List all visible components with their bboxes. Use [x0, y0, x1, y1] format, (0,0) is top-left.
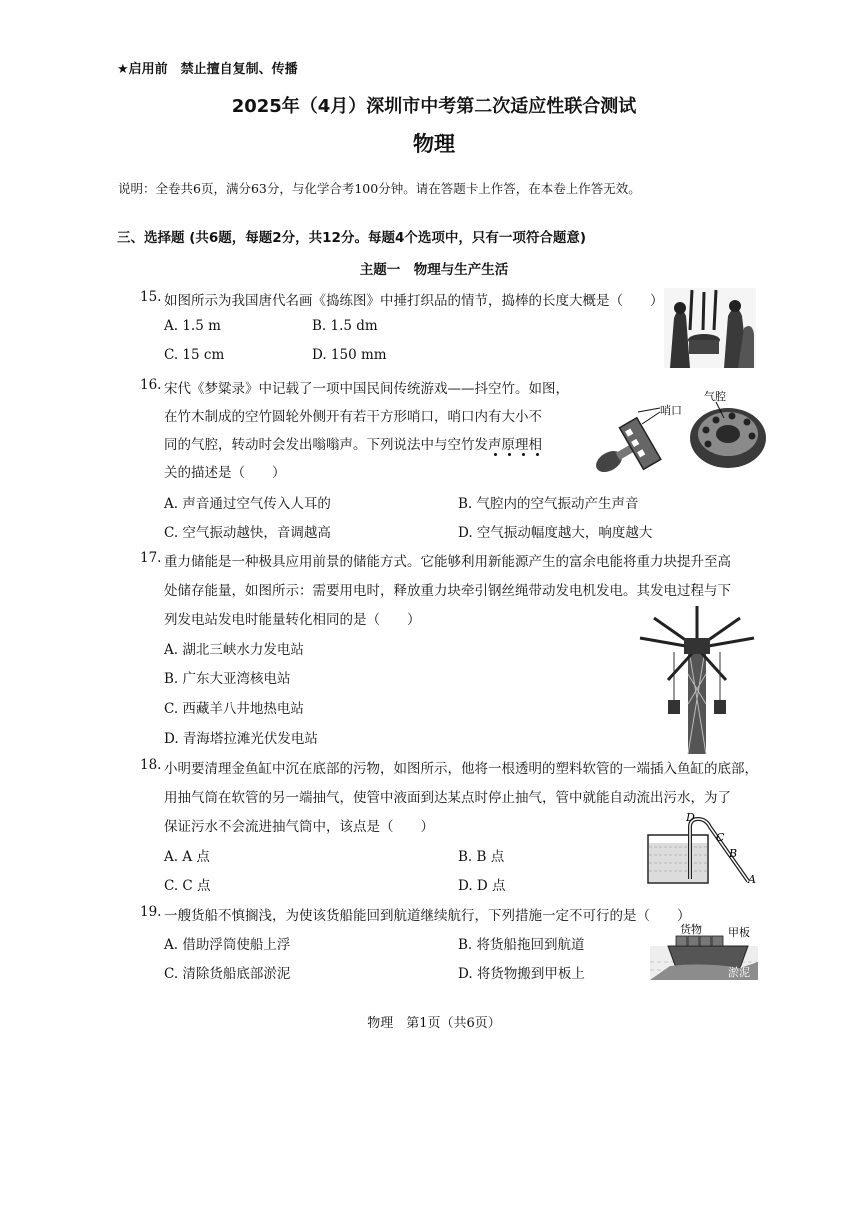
fish-tank-figure-image — [644, 813, 758, 887]
option-c: C. C 点 — [164, 878, 211, 894]
option-c: C. 15 cm — [164, 347, 225, 363]
question-number: 16. — [140, 377, 162, 393]
exam-title: 2025年（4月）深圳市中考第二次适应性联合测试 — [231, 96, 637, 117]
question-stem-line-3: 同的气腔，转动时会发出嗡嗡声。下列说法中与空竹发声原理相 — [164, 437, 542, 453]
section-heading: 三、选择题 (共6题，每题2分，共12分。每题4个选项中，只有一项符合题意) — [117, 230, 587, 246]
whistle-label: 哨口 — [660, 404, 682, 417]
emphasis-dot — [508, 453, 511, 456]
usage-notice: ★启用前 禁止擅自复制、传播 — [117, 62, 298, 77]
question-stem-line-2: 处储存能量，如图所示：需要用电时，释放重力块牵引钢丝绳带动发电机发电。其发电过程与下 — [164, 583, 731, 599]
diabolo-figure-image — [576, 384, 758, 480]
option-c: C. 空气振动越快，音调越高 — [164, 525, 331, 541]
question-stem-line-3: 保证污水不会流进抽气筒中，该点是（ ） — [164, 819, 434, 835]
option-d: D. 将货物搬到甲板上 — [458, 966, 585, 982]
point-b-label: B — [729, 847, 738, 860]
option-a: A. 湖北三峡水力发电站 — [164, 642, 304, 658]
option-d: D. 青海塔拉滩光伏发电站 — [164, 731, 318, 747]
option-c: C. 西藏羊八井地热电站 — [164, 701, 304, 717]
silt-label: 淤泥 — [728, 966, 750, 979]
cargo-label: 货物 — [680, 923, 702, 936]
option-d: D. D 点 — [458, 878, 506, 894]
question-stem: 如图所示为我国唐代名画《捣练图》中捶打织品的情节，捣棒的长度大概是（ ） — [164, 293, 664, 309]
cavity-label: 气腔 — [704, 390, 726, 403]
option-a: A. A 点 — [164, 849, 210, 865]
question-stem-line-1: 宋代《梦粱录》中记载了一项中国民间传统游戏——抖空竹。如图， — [164, 381, 569, 397]
emphasis-dot — [536, 453, 539, 456]
option-b: B. 1.5 dm — [312, 318, 378, 334]
point-a-label: A — [748, 873, 756, 886]
question-number: 15. — [140, 289, 162, 305]
point-d-label: D — [686, 811, 695, 824]
option-c: C. 清除货船底部淤泥 — [164, 966, 291, 982]
option-b: B. 广东大亚湾核电站 — [164, 671, 291, 687]
emphasis-dot — [494, 453, 497, 456]
option-a: A. 1.5 m — [164, 318, 221, 334]
instructions: 说明：全卷共6页，满分63分，与化学合考100分钟。请在答题卡上作答，在本卷上作答无效。 — [118, 181, 641, 196]
question-number: 18. — [140, 757, 162, 773]
question-stem-line-2: 用抽气筒在软管的另一端抽气，使管中液面到达某点时停止抽气，管中就能自动流出污水，为了 — [164, 790, 731, 806]
emphasis-dot — [522, 453, 525, 456]
theme-heading: 主题一 物理与生产生活 — [359, 262, 509, 278]
question-stem: 一艘货船不慎搁浅，为使该货船能回到航道继续航行，下列措施一定不可行的是（ ） — [164, 908, 691, 924]
option-b: B. 将货船拖回到航道 — [458, 937, 585, 953]
question-number: 19. — [140, 904, 162, 920]
question-stem-line-2: 在竹木制成的空竹圆轮外侧开有若干方形哨口，哨口内有大小不 — [164, 409, 542, 425]
point-c-label: C — [716, 831, 725, 844]
question-stem-line-3: 列发电站发电时能量转化相同的是（ ） — [164, 612, 421, 628]
option-d: D. 空气振动幅度越大，响度越大 — [458, 525, 653, 541]
cargo-ship-figure-image — [650, 922, 758, 980]
option-b: B. 气腔内的空气振动产生声音 — [458, 496, 639, 512]
question-number: 17. — [140, 550, 162, 566]
gravity-tower-figure-image — [638, 604, 756, 754]
option-b: B. B 点 — [458, 849, 505, 865]
subject-title: 物理 — [413, 132, 455, 156]
question-stem-line-4: 关的描述是（ ） — [164, 465, 286, 481]
painting-figure-image — [664, 288, 756, 368]
option-a: A. 声音通过空气传入人耳的 — [164, 496, 331, 512]
page-footer: 物理 第1页（共6页） — [367, 1016, 501, 1031]
deck-label: 甲板 — [728, 926, 750, 939]
option-a: A. 借助浮筒使船上浮 — [164, 937, 291, 953]
question-stem-line-1: 小明要清理金鱼缸中沉在底部的污物，如图所示，他将一根透明的塑料软管的一端插入鱼缸的底部， — [164, 761, 758, 777]
option-d: D. 150 mm — [312, 347, 387, 363]
question-stem-line-1: 重力储能是一种极具应用前景的储能方式。它能够利用新能源产生的富余电能将重力块提升至高 — [164, 554, 731, 570]
